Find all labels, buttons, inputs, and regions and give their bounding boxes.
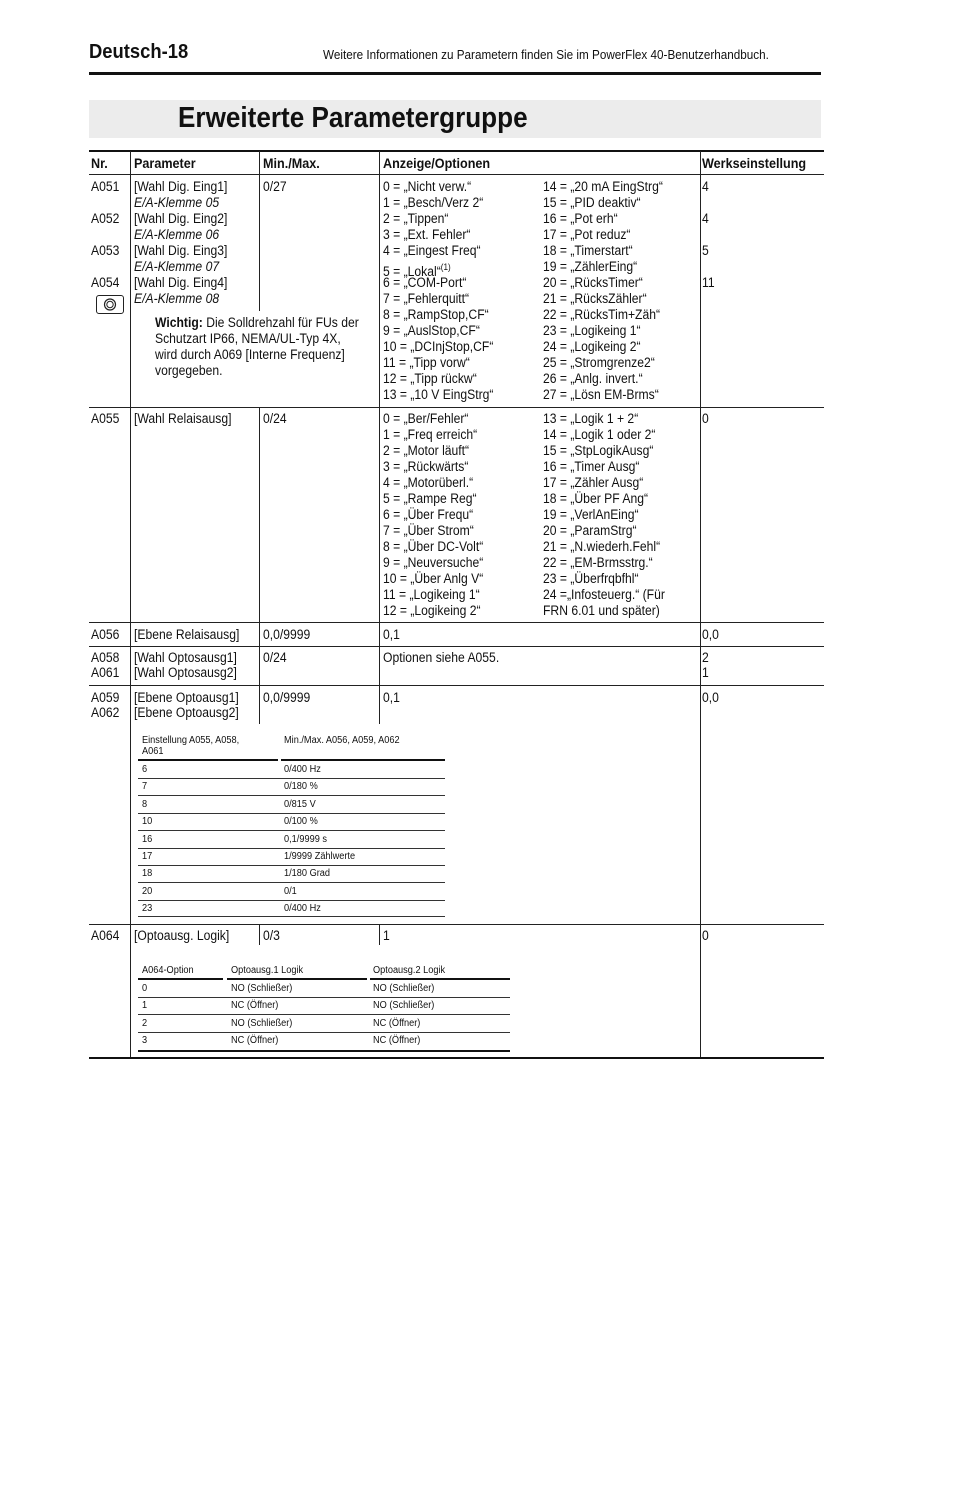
option-item: 14 = „Logik 1 oder 2“ (543, 427, 656, 442)
param-nr: A061 (91, 665, 120, 680)
header-rule (89, 72, 821, 75)
range-cell: 0/400 Hz (284, 903, 321, 915)
param-nr: A051 (91, 179, 120, 194)
col-divider-3-a064 (379, 925, 380, 945)
option-item: 13 = „Logik 1 + 2“ (543, 411, 639, 426)
option-item: 21 = „N.wiederh.Fehl“ (543, 539, 661, 554)
subtable-rule (138, 997, 510, 998)
option-item: 3 = „Ext. Fehler“ (383, 227, 471, 242)
col-divider-2-a058 (259, 647, 260, 685)
param-name: [Optoausg. Logik] (134, 928, 230, 943)
a055-options-right (543, 411, 678, 619)
col-divider-3-dig (379, 175, 380, 407)
option-item: 12 = „Tipp rückw“ (383, 371, 477, 386)
option-item: 2 = „Motor läuft“ (383, 443, 470, 458)
param-display: 0,1 (383, 690, 400, 705)
important-text-1: Die Solldrehzahl für FUs der (202, 315, 359, 330)
subtable-header: Einstellung A055, A058, (142, 735, 240, 746)
setting-cell: 18 (142, 868, 153, 880)
param-nr: A055 (91, 411, 120, 426)
param-name: [Ebene Optoausg1] (134, 690, 239, 705)
option-item: 9 = „Neuversuche“ (383, 555, 484, 570)
option-item: 7 = „Fehlerquitt“ (383, 291, 470, 306)
param-default: 4 (702, 211, 709, 226)
option-item: 8 = „RampStop,CF“ (383, 307, 489, 322)
table-bottom-rule (89, 1057, 824, 1059)
option-item: 8 = „Über DC-Volt“ (383, 539, 484, 554)
range-cell: 0/400 Hz (284, 764, 321, 775)
setting-cell: 8 (142, 798, 148, 810)
option-item: 1 = „Besch/Verz 2“ (383, 195, 484, 210)
col-header-nr: Nr. (91, 155, 108, 171)
option-item: 2 = „Tippen“ (383, 211, 449, 226)
option-item: 11 = „Tipp vorw“ (383, 355, 470, 370)
table-row (138, 980, 510, 997)
option-cell: 0 (142, 983, 148, 994)
option-item: 23 = „Logikeing 1“ (543, 323, 641, 338)
range-cell: 1/9999 Zählwerte (284, 851, 356, 862)
table-top-rule (89, 150, 824, 152)
subtable-rule (138, 778, 445, 779)
param-name: [Wahl Optosausg2] (134, 665, 237, 680)
param-default: 1 (702, 665, 709, 680)
param-default: 11 (702, 275, 715, 290)
option-item: 26 = „Anlg. invert.“ (543, 371, 643, 386)
table-row (138, 997, 510, 1014)
option-item: 16 = „Pot erh“ (543, 211, 618, 226)
option-item: 18 = „Über PF Ang“ (543, 491, 649, 506)
range-cell: 0/815 V (284, 798, 316, 810)
dig-options-right (543, 179, 676, 403)
param-terminal: E/A-Klemme 08 (134, 291, 220, 306)
important-note-line2: Schutzart IP66, NEMA/UL-Typ 4X, (155, 331, 341, 346)
opto1-cell: NC (Öffner) (231, 1035, 279, 1047)
option-item: 22 = „RücksTim+Zäh“ (543, 307, 661, 322)
option-item: 12 = „Logikeing 2“ (383, 603, 481, 618)
dig-options-left (383, 179, 506, 403)
subtable-rule (138, 813, 445, 814)
col-divider-3-a059 (379, 686, 380, 724)
row-rule (89, 407, 824, 408)
option-item: 23 = „Überfrqbfhl“ (543, 571, 639, 586)
opto2-cell: NO (Schließer) (373, 983, 435, 994)
opto2-cell: NC (Öffner) (373, 1035, 421, 1047)
setting-cell: 23 (142, 903, 153, 915)
range-cell: 1/180 Grad (284, 868, 331, 880)
param-nr: A054 (91, 275, 120, 290)
param-minmax: 0,0/9999 (263, 690, 311, 705)
param-minmax: 0,0/9999 (263, 627, 311, 642)
option-item: 17 = „Zähler Ausg“ (543, 475, 644, 490)
col-divider-3-a058 (379, 647, 380, 685)
option-item: 21 = „RücksZähler“ (543, 291, 647, 306)
table-row (138, 813, 445, 830)
table-row (138, 865, 445, 882)
header-note: Weitere Informationen zu Parametern finden Sie im PowerFlex 40-Benutzerhandbuch. (323, 47, 769, 62)
subtable-rule (138, 1050, 510, 1052)
col-divider-3-head (379, 151, 380, 174)
option-item: 18 = „Timerstart“ (543, 243, 633, 258)
opto2-cell: NC (Öffner) (373, 1017, 421, 1029)
minmax-subtable (138, 732, 445, 917)
important-note-line1 (155, 315, 359, 331)
option-item: 6 = „COM-Port“ (383, 275, 467, 290)
option-item: 0 = „Nicht verw.“ (383, 179, 472, 194)
option-cell: 1 (142, 1000, 148, 1012)
param-name: [Wahl Dig. Eing3] (134, 243, 228, 258)
option-item: 25 = „Stromgrenze2“ (543, 355, 655, 370)
row-rule (89, 646, 824, 647)
range-cell: 0/180 % (284, 781, 318, 793)
param-default: 0,0 (702, 690, 719, 705)
setting-cell: 17 (142, 851, 153, 862)
col-divider-2-head (259, 151, 260, 174)
col-divider-2-a055 (259, 408, 260, 622)
option-item: 9 = „AuslStop,CF“ (383, 323, 480, 338)
table-row (138, 761, 445, 778)
col-divider-1 (130, 151, 131, 1058)
important-label: Wichtig: (155, 315, 203, 330)
option-item: 3 = „Rückwärts“ (383, 459, 469, 474)
option-item: 14 = „20 mA EingStrg“ (543, 179, 663, 194)
option-item: 20 = „ParamStrg“ (543, 523, 637, 538)
opto1-cell: NO (Schließer) (231, 1017, 293, 1029)
col-divider-3-a056 (379, 623, 380, 646)
option-item: 4 = „Motorüberl.“ (383, 475, 474, 490)
param-display: 0,1 (383, 627, 400, 642)
param-terminal: E/A-Klemme 06 (134, 227, 220, 242)
param-name: [Wahl Dig. Eing2] (134, 211, 228, 226)
range-cell: 0/100 % (284, 816, 318, 828)
opto2-cell: NO (Schließer) (373, 1000, 435, 1012)
important-note-line4: vorgegeben. (155, 363, 223, 378)
param-display: 1 (383, 928, 390, 943)
setting-cell: 7 (142, 781, 148, 793)
setting-cell: 10 (142, 816, 153, 828)
table-row (138, 848, 445, 865)
param-nr: A053 (91, 243, 120, 258)
range-cell: 0/1 (284, 885, 297, 897)
option-cell: 3 (142, 1035, 148, 1047)
subtable-rule (138, 830, 445, 831)
param-default: 0 (702, 928, 709, 943)
param-default: 4 (702, 179, 709, 194)
param-minmax: 0/24 (263, 411, 287, 426)
subtable-header: A064-Option (142, 965, 194, 976)
option-cell: 2 (142, 1017, 148, 1029)
subtable-rule (138, 848, 445, 849)
option-item: 7 = „Über Strom“ (383, 523, 474, 538)
row-rule (89, 622, 824, 623)
option-item: 15 = „StpLogikAusg“ (543, 443, 654, 458)
table-row (138, 900, 445, 917)
col-divider-2-a056 (259, 623, 260, 646)
param-name: [Wahl Dig. Eing1] (134, 179, 228, 194)
option-item: 1 = „Freq erreich“ (383, 427, 478, 442)
subtable-rule (138, 1032, 510, 1033)
option-item: 17 = „Pot reduz“ (543, 227, 631, 242)
opto1-cell: NC (Öffner) (231, 1000, 279, 1012)
option-item: 6 = „Über Frequ“ (383, 507, 474, 522)
col-header-werk: Werkseinstellung (702, 155, 807, 171)
option-item: 27 = „Lösn EM-Brms“ (543, 387, 659, 402)
table-row (138, 831, 445, 848)
subtable-header: Min./Max. A056, A059, A062 (284, 735, 400, 746)
option-item: 19 = „ZählerEing“ (543, 259, 638, 274)
param-name: [Ebene Relaisausg] (134, 627, 240, 642)
subtable-header: Optoausg.2 Logik (373, 965, 446, 976)
param-nr: A058 (91, 650, 120, 665)
param-nr: A056 (91, 627, 120, 642)
subtable-rule (138, 900, 445, 901)
range-cell: 0,1/9999 s (284, 833, 327, 845)
a055-options-left (383, 411, 494, 619)
param-default: 5 (702, 243, 709, 258)
option-item: 10 = „DCInjStop,CF“ (383, 339, 494, 354)
subtable-header: A061 (142, 746, 164, 757)
option-item: FRN 6.01 und später) (543, 603, 660, 618)
col-divider-2-a064 (259, 925, 260, 945)
page-label: Deutsch-18 (89, 41, 189, 63)
logic-subtable (138, 961, 510, 1053)
option-item: 4 = „Eingest Freq“ (383, 243, 481, 258)
param-minmax: 0/3 (263, 928, 280, 943)
option-item: 24 =„Infosteuerg.“ (Für (543, 587, 665, 602)
subtable-rule (138, 882, 445, 883)
option-item: 5 = „Rampe Reg“ (383, 491, 477, 506)
table-row (138, 1032, 510, 1049)
subtable-rule (138, 916, 445, 917)
subtable-header: Optoausg.1 Logik (231, 965, 304, 976)
option-item: 24 = „Logikeing 2“ (543, 339, 641, 354)
col-divider-2-dig (259, 175, 260, 311)
param-name: [Ebene Optoausg2] (134, 705, 239, 720)
stop-drive-icon (96, 295, 124, 314)
col-divider-5 (700, 151, 701, 1058)
param-display: Optionen siehe A055. (383, 650, 500, 665)
col-header-parameter: Parameter (134, 155, 196, 171)
param-default: 2 (702, 650, 709, 665)
param-minmax: 0/27 (263, 179, 287, 194)
param-terminal: E/A-Klemme 07 (134, 259, 220, 274)
footnote-mark: (1) (440, 262, 451, 272)
param-name: [Wahl Dig. Eing4] (134, 275, 228, 290)
param-nr: A052 (91, 211, 120, 226)
param-terminal: E/A-Klemme 05 (134, 195, 220, 210)
col-header-anzeige: Anzeige/Optionen (383, 155, 491, 171)
col-divider-3-a055 (379, 408, 380, 622)
option-item: 10 = „Über Anlg V“ (383, 571, 484, 586)
param-minmax: 0/24 (263, 650, 287, 665)
option-item (383, 259, 493, 279)
table-row (138, 778, 445, 795)
param-nr: A059 (91, 690, 120, 705)
table-row (138, 1015, 510, 1032)
important-note-line3: wird durch A069 [Interne Frequenz] (155, 347, 345, 362)
option-item: 16 = „Timer Ausg“ (543, 459, 640, 474)
subtable-rule (138, 795, 445, 796)
option-item: 19 = „VerlAnEing“ (543, 507, 639, 522)
setting-cell: 6 (142, 764, 148, 775)
setting-cell: 16 (142, 833, 153, 845)
param-default: 0 (702, 411, 709, 426)
param-default: 0,0 (702, 627, 719, 642)
row-rule (89, 685, 824, 686)
table-row (138, 796, 445, 813)
param-name: [Wahl Optosausg1] (134, 650, 237, 665)
option-item: 0 = „Ber/Fehler“ (383, 411, 469, 426)
col-header-minmax: Min./Max. (263, 155, 320, 171)
option-item: 15 = „PID deaktiv“ (543, 195, 641, 210)
option-item: 20 = „RücksTimer“ (543, 275, 643, 290)
header-bottom-rule (89, 174, 824, 175)
param-nr: A064 (91, 928, 120, 943)
opto1-cell: NO (Schließer) (231, 983, 293, 994)
param-nr: A062 (91, 705, 120, 720)
option-item: 13 = „10 V EingStrg“ (383, 387, 494, 402)
param-name: [Wahl Relaisausg] (134, 411, 232, 426)
subtable-rule (138, 865, 445, 866)
col-divider-2-a059 (259, 686, 260, 724)
table-row (138, 883, 445, 900)
subtable-rule (138, 1014, 510, 1015)
section-title: Erweiterte Parametergruppe (178, 102, 528, 134)
row-rule (89, 924, 824, 925)
option-item: 11 = „Logikeing 1“ (383, 587, 480, 602)
setting-cell: 20 (142, 885, 153, 897)
option-text: 5 = „Lokal“ (383, 264, 441, 279)
option-item: 22 = „EM-Brmsstrg.“ (543, 555, 653, 570)
